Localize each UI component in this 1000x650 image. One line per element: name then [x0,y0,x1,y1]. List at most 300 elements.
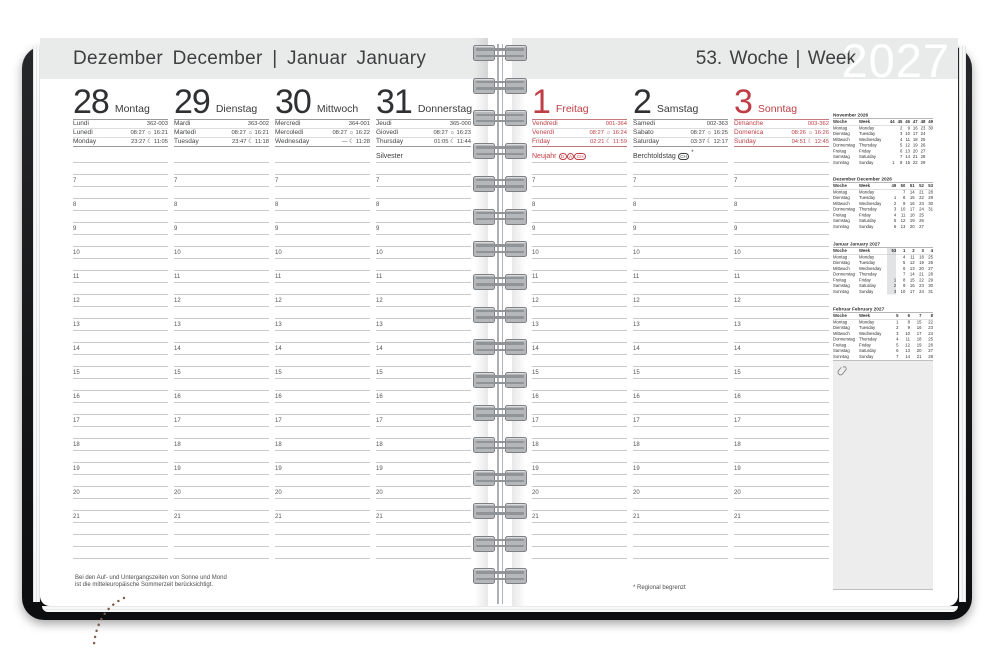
date-cell: 4 [896,336,899,342]
week-number: 2 [912,248,915,253]
month-title: Dezember December | Januar January [73,48,427,69]
half-hour-line [73,522,168,523]
day-of-year-count: 362-003 [146,121,168,127]
half-hour-line [73,426,168,427]
half-hour-line [376,450,471,451]
day-name-english: Friday [532,138,551,145]
footnote-line-1: Bei den Auf- und Untergangszeiten von Sonne und Mond [75,575,227,581]
left-header-band [40,38,488,79]
date-cell: 21 [919,271,924,277]
day-language-block [73,119,168,147]
date-cell: 15 [916,319,922,325]
lang-row-french [174,120,269,128]
holiday-note-suffix: * [691,150,694,156]
hour-label: 7 [174,178,178,184]
day-name-english: Saturday [633,138,660,145]
half-hour-line [633,198,728,199]
half-hour-line [275,198,370,199]
half-hour-line [633,402,728,403]
holiday-note-row [734,147,829,163]
date-cell: 2 [896,325,899,330]
day-name: Donnerstag [417,103,473,115]
hour-label: 18 [73,442,80,448]
day-header [73,83,168,121]
hour-label: 17 [275,418,282,424]
day-name-french: Lundi [73,120,89,127]
notes-area [833,360,933,590]
half-hour-line [734,366,829,367]
half-hour-line [376,462,471,463]
date-cell: 16 [909,283,915,288]
date-cell: 11 [910,254,915,260]
sunrise-sunset-times: 08:27 ☼ 16:21 [130,130,168,136]
moonrise-moonset-times: 23:27 ☾ 11:05 [130,139,168,145]
half-hour-line [633,354,728,355]
half-hour-line [73,186,168,187]
half-hour-line [633,486,728,487]
half-hour-line [275,306,370,307]
hour-label: 8 [73,202,77,208]
hour-label: 21 [73,514,80,520]
half-hour-line [376,390,471,391]
holiday-name: Berchtoldstag [633,153,676,160]
day-name-french: Mardi [174,120,191,127]
half-hour-line [633,510,728,511]
hour-label: 7 [734,178,738,184]
sunrise-sunset-times: 08:27 ☼ 16:22 [332,130,370,136]
mini-calendar-title: Februar February 2027 [833,306,933,313]
date-cell: 17 [912,131,918,136]
half-hour-line [73,330,168,331]
half-hour-line [532,234,627,235]
year-label: 2027 [841,34,950,87]
day-name: Sonntag [757,103,798,115]
date-cell: 13 [900,223,906,229]
mini-calendar-title: November 2026 [833,112,933,119]
date-cell: 14 [909,189,915,195]
hour-label: 17 [532,418,539,424]
half-hour-line [174,378,269,379]
half-hour-line [73,462,168,463]
hour-label: 18 [532,442,539,448]
half-hour-line [73,366,168,367]
date-cell: 18 [919,254,924,260]
date-cell: 3 [893,206,897,212]
date-cell: 22 [928,319,933,325]
half-hour-line [734,390,829,391]
weekday-name-en: Sunday [859,223,874,229]
hour-label: 7 [376,178,380,184]
half-hour-line [275,426,370,427]
half-hour-line [376,474,471,475]
half-hour-line [734,534,829,535]
date-cell: 3 [887,289,896,295]
hour-label: 7 [633,178,637,184]
half-hour-line [174,438,269,439]
day-name-french: Mercredi [275,120,301,127]
half-hour-line [275,534,370,535]
date-cell: 15 [905,159,910,165]
half-hour-line [174,558,269,559]
week-number: 1 [903,248,906,253]
week-number: 52 [919,183,924,188]
hour-label: 20 [73,490,80,496]
day-language-block [633,119,728,147]
weekday-name-en: Monday [859,125,875,131]
half-hour-line [174,318,269,319]
holiday-note-row [633,147,728,163]
half-hour-line [734,258,829,259]
weekday-name-de: Montag [833,189,848,195]
half-hour-line [532,270,627,271]
hour-label: 8 [532,202,536,208]
hour-label: 15 [174,370,181,376]
half-hour-line [532,258,627,259]
half-hour-line [633,210,728,211]
week-number: 7 [919,313,922,318]
date-cell: 11 [900,212,906,218]
lang-row-italian [734,128,829,137]
sunrise-sunset-times: 08:27 ☼ 16:21 [231,130,269,136]
hour-label: 14 [633,346,640,352]
hour-label: 12 [734,298,741,304]
date-cell [925,160,933,166]
moonrise-moonset-times: 23:47 ☾ 11:18 [231,139,269,145]
half-hour-line [734,378,829,379]
hour-label: 19 [734,466,741,472]
date-cell: 30 [928,125,933,131]
week-number: 51 [909,183,915,188]
half-hour-line [73,486,168,487]
date-cell: 30 [928,200,934,206]
sunrise-sunset-times: 08:27 ☼ 16:25 [690,130,728,136]
weekday-name-en: Sunday [859,288,874,294]
day-name: Mittwoch [316,103,359,115]
date-cell: 23 [919,200,924,206]
half-hour-line [532,198,627,199]
lang-row-french [734,120,829,128]
half-hour-line [73,198,168,199]
date-cell: 27 [928,348,933,353]
hourly-schedule-grid [532,162,627,562]
hour-label: 14 [174,346,181,352]
day-column [73,83,168,572]
lang-row-english [174,137,269,146]
hour-label: 11 [174,274,181,280]
hour-label: 19 [376,466,383,472]
half-hour-line [633,246,728,247]
week-number: 5 [896,313,899,318]
half-hour-line [376,270,471,271]
weekday-name-de: Donnerstag [833,142,855,148]
half-hour-line [532,162,627,163]
half-hour-line [376,558,471,559]
day-header [275,83,370,121]
half-hour-line [275,210,370,211]
date-cell: 19 [912,142,918,148]
weekday-name-de: Samstag [833,218,850,223]
half-hour-line [532,222,627,223]
lang-row-english [734,137,829,146]
date-cell: 21 [912,154,918,159]
hour-label: 16 [174,394,181,400]
half-hour-line [73,438,168,439]
half-hour-line [532,534,627,535]
date-cell: 13 [905,148,910,154]
half-hour-line [174,258,269,259]
hour-label: 12 [532,298,539,304]
half-hour-line [73,294,168,295]
weekday-name-de: Sonntag [833,223,849,229]
half-hour-line [633,270,728,271]
date-cell: 26 [928,260,934,265]
hour-label: 19 [633,466,640,472]
half-hour-line [275,450,370,451]
hour-label: 9 [376,226,380,232]
date-cell: 23 [919,283,924,288]
left-page [40,38,488,606]
week-label-de: Woche [833,119,847,124]
moonrise-moonset-times: — ☾ 11:28 [341,139,370,145]
lang-row-italian [174,128,269,137]
half-hour-line [174,270,269,271]
half-hour-line [174,234,269,235]
date-cell: 30 [928,283,934,288]
half-hour-line [532,402,627,403]
date-cell: 7 [896,353,899,359]
hour-label: 15 [532,370,539,376]
date-cell: 14 [905,353,910,359]
half-hour-line [275,222,370,223]
half-hour-line [734,270,829,271]
half-hour-line [174,510,269,511]
date-cell: 1 [896,319,899,325]
half-hour-line [532,486,627,487]
hour-label: 16 [633,394,640,400]
holiday-note-row [532,147,627,163]
hour-label: 9 [633,226,637,232]
date-cell: 26 [928,342,933,348]
lang-row-english [73,137,168,146]
half-hour-line [174,198,269,199]
date-cell: 23 [920,125,926,131]
date-cell: 15 [909,277,915,283]
half-hour-line [73,474,168,475]
weekday-name-de: Mittwoch [833,330,850,336]
date-cell: 8 [903,195,906,200]
date-cell: 13 [905,348,910,353]
day-name-italian: Domenica [734,129,764,136]
half-hour-line [532,426,627,427]
hour-label: 16 [275,394,282,400]
half-hour-line [174,186,269,187]
day-header [633,83,728,121]
page-stack-edge-left [33,46,40,602]
half-hour-line [633,258,728,259]
date-cell: 31 [928,288,934,294]
lang-row-italian [275,128,370,137]
day-name-italian: Giovedì [376,129,399,136]
half-hour-line [376,522,471,523]
weekday-name-de: Freitag [833,212,847,218]
country-badge: CH [574,153,585,160]
weekday-name-de: Mittwoch [833,265,850,271]
day-column [633,83,728,572]
date-cell: 26 [920,142,926,148]
half-hour-line [73,222,168,223]
day-header [734,83,829,121]
date-cell: 19 [909,218,915,223]
lang-row-english [532,137,627,146]
date-cell: 21 [919,189,924,195]
country-badge: D [559,153,567,160]
half-hour-line [174,522,269,523]
hour-label: 13 [174,322,181,328]
half-hour-line [174,546,269,547]
hour-label: 10 [376,250,383,256]
date-cell: 27 [920,148,926,154]
lang-row-english [633,137,728,146]
date-cell: 11 [905,136,910,142]
day-name: Montag [114,103,150,115]
hour-label: 8 [174,202,178,208]
half-hour-line [376,222,471,223]
hour-label: 13 [532,322,539,328]
half-hour-line [633,546,728,547]
date-cell: 20 [912,148,918,154]
hour-label: 12 [275,298,282,304]
weekday-name-de: Dienstag [833,195,850,200]
half-hour-line [532,318,627,319]
date-cell: 4 [899,136,903,142]
half-hour-line [532,294,627,295]
hour-label: 14 [275,346,282,352]
half-hour-line [734,558,829,559]
date-cell: 8 [903,277,906,283]
hour-label: 10 [532,250,539,256]
weekday-name-en: Sunday [859,159,874,165]
corner-perforation-dots [88,594,134,650]
weekday-name-en: Thursday [859,271,877,277]
day-name-english: Thursday [376,138,404,145]
half-hour-line [275,294,370,295]
lang-row-italian [633,128,728,137]
hourly-schedule-grid [376,162,471,562]
holiday-badges [678,153,689,160]
half-hour-line [633,234,728,235]
day-header [174,83,269,121]
half-hour-line [275,234,370,235]
weekday-name-de: Dienstag [833,260,850,265]
half-hour-line [734,222,829,223]
hourly-schedule-grid [73,162,168,562]
half-hour-line [73,318,168,319]
half-hour-line [532,390,627,391]
half-hour-line [174,534,269,535]
hour-label: 20 [275,490,282,496]
hour-label: 11 [73,274,80,280]
day-language-block [532,119,627,147]
half-hour-line [73,306,168,307]
half-hour-line [532,354,627,355]
weekday-name-en: Wednesday [859,330,882,336]
mini-calendar-february [833,306,933,360]
half-hour-line [376,342,471,343]
date-cell: 1 [893,195,897,200]
date-cell: 27 [919,223,924,229]
date-cell: 4 [893,212,897,218]
hour-label: 15 [734,370,741,376]
week-label-de: Woche [833,183,847,188]
hour-label: 11 [532,274,539,280]
half-hour-line [532,378,627,379]
half-hour-line [532,558,627,559]
half-hour-line [532,174,627,175]
weekday-name-de: Samstag [833,154,850,159]
half-hour-line [275,522,370,523]
hour-label: 10 [275,250,282,256]
day-name-english: Wednesday [275,138,310,145]
day-of-year-count: 001-364 [605,121,627,127]
lang-row-french [376,120,471,128]
half-hour-line [73,498,168,499]
weekday-name-en: Tuesday [859,195,876,200]
half-hour-line [174,462,269,463]
half-hour-line [734,546,829,547]
hour-label: 8 [734,202,738,208]
half-hour-line [275,366,370,367]
day-number: 28 [73,83,109,121]
half-hour-line [633,558,728,559]
half-hour-line [734,450,829,451]
half-hour-line [275,330,370,331]
half-hour-line [376,354,471,355]
half-hour-line [734,246,829,247]
weekday-name-en: Tuesday [859,131,876,136]
weekday-name-en: Friday [859,212,871,218]
half-hour-line [174,222,269,223]
half-hour-line [532,474,627,475]
half-hour-line [734,426,829,427]
half-hour-line [174,414,269,415]
lang-row-english [275,137,370,146]
weekday-name-en: Sunday [859,353,874,359]
week-number-label: 53. Woche | Week [695,48,856,69]
weekday-name-de: Montag [833,254,848,260]
weekday-name-en: Thursday [859,336,877,342]
holiday-note-row [376,147,471,163]
half-hour-line [376,174,471,175]
day-name-english: Monday [73,138,97,145]
hour-label: 17 [73,418,80,424]
half-hour-line [73,402,168,403]
date-cell: 24 [928,330,933,336]
day-number: 2 [633,83,651,121]
mini-calendar-day-row [833,289,933,295]
half-hour-line [376,318,471,319]
day-language-block [734,119,829,147]
lang-row-french [532,120,627,128]
hour-label: 15 [376,370,383,376]
hour-label: 13 [734,322,741,328]
moonrise-moonset-times: 03:37 ☾ 12:17 [690,139,728,145]
half-hour-line [73,342,168,343]
weekday-name-en: Friday [859,148,871,154]
hour-label: 12 [633,298,640,304]
hour-label: 17 [734,418,741,424]
hour-label: 12 [174,298,181,304]
hour-label: 16 [734,394,741,400]
